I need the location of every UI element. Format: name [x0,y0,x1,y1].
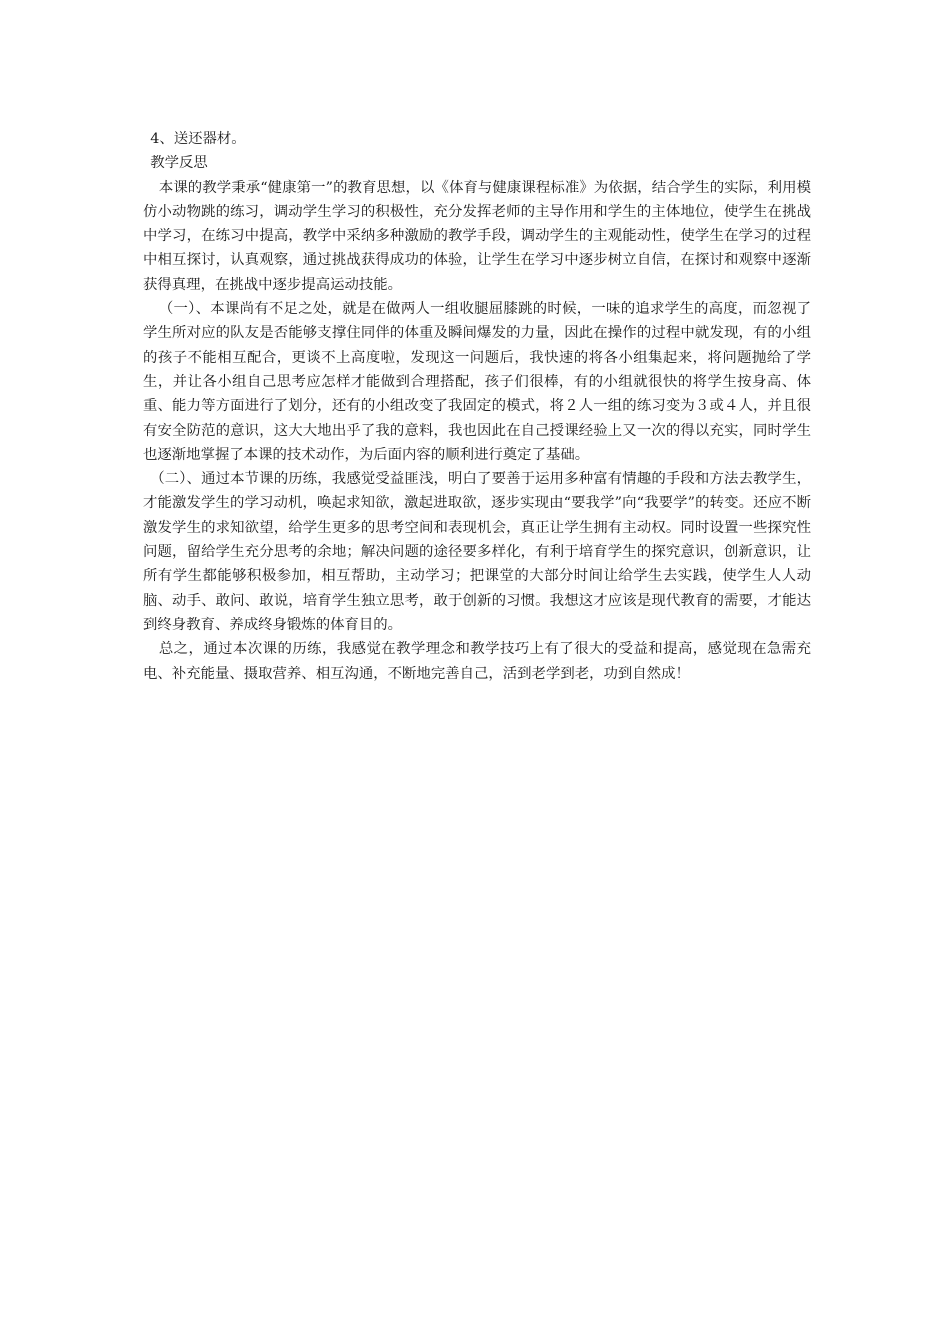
paragraph-point-two: （二）、通过本节课的历练，我感觉受益匪浅，明白了要善于运用多种富有情趣的手段和方法去教学生，才能激发学生的学习动机，唤起求知欲，激起进取欲，逐步实现由“要我学”向“我要学”的转变。还应不断激发学生的求知欲望，给学生更多的思考空间和表现机会，真正让学生拥有主动权。同时设置一些探究性问题，留给学生充分思考的余地；解决问题的途径要多样化，有利于培育学生的探究意识，创新意识，让所有学生都能够积极参加，相互帮助，主动学习；把课堂的大部分时间让给学生去实践，使学生人人动脑、动手、敢问、敢说，培育学生独立思考，敢于创新的习惯。我想这才应该是现代教育的需要，才能达到终身教育、养成终身锻炼的体育目的。 [143,471,811,633]
step-line: 4、送还器材。 [150,131,246,147]
section-heading: 教学反思 [150,155,208,172]
paragraph-intro: 本课的教学秉承“健康第一”的教育思想，以《体育与健康课程标准》为依据，结合学生的实际，利用模仿小动物跳的练习，调动学生学习的积极性，充分发挥老师的主导作用和学生的主体地位，使学生在挑战中学习，在练习中提高，教学中采纳多种激励的教学手段，调动学生的主观能动性，使学生在学习的过程中相互探讨，认真观察，通过挑战获得成功的体验，让学生在学习中逐步树立自信，在探讨和观察中逐渐获得真理，在挑战中逐步提高运动技能。 [143,179,811,293]
document-body [143,127,811,686]
paragraph-point-one: （一）、本课尚有不足之处，就是在做两人一组收腿屈膝跳的时候，一味的追求学生的高度，而忽视了学生所对应的队友是否能够支撑住同伴的体重及瞬间爆发的力量，因此在操作的过程中就发现，有的小组的孩子不能相互配合，更谈不上高度啦，发现这一问题后，我快速的将各小组集起来，将问题抛给了学生，并让各小组自己思考应怎样才能做到合理搭配，孩子们很棒，有的小组就很快的将学生按身高、体重、能力等方面进行了划分，还有的小组改变了我固定的模式，将２人一组的练习变为３或４人，并且很有安全防范的意识，这大大地出乎了我的意料，我也因此在自己授课经验上又一次的得以充实，同时学生也逐渐地掌握了本课的技术动作，为后面内容的顺利进行奠定了基础。 [143,301,811,463]
paragraph-conclusion: 总之，通过本次课的历练，我感觉在教学理念和教学技巧上有了很大的受益和提高，感觉现在急需充电、补充能量、摄取营养、相互沟通，不断地完善自己，活到老学到老，功到自然成！ [143,641,811,682]
